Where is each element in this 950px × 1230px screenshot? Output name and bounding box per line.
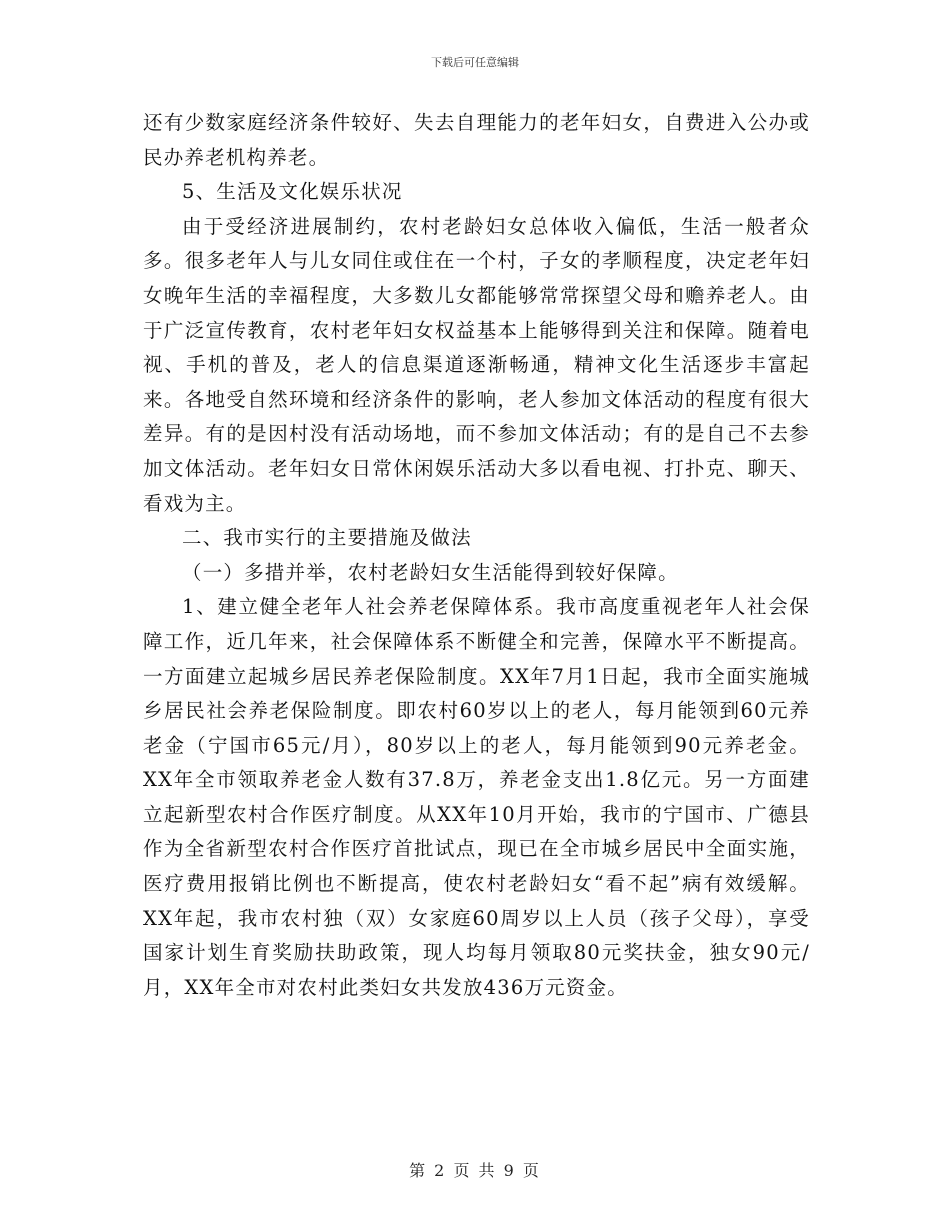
paragraph-living-culture: 由于受经济进展制约，农村老龄妇女总体收入偏低，生活一般者众多。很多老年人与儿女同住或住在一个村，子女的孝顺程度，决定老年妇女晚年生活的幸福程度，大多数儿女都能够常常探望父母和赡养老人。由于广泛宣传教育，农村老年妇女权益基本上能够得到关注和保障。随着电视、手机的普及，老人的信息渠道逐渐畅通，精神文化生活逐步丰富起来。各地受自然环境和经济条件的影响，老人参加文体活动的程度有很大差异。有的是因村没有活动场地，而不参加文体活动；有的是自己不去参加文体活动。老年妇女日常休闲娱乐活动大多以看电视、打扑克、聊天、看戏为主。 (143, 214, 810, 515)
paragraph-pension-system: 1、建立健全老年人社会养老保障体系。我市高度重视老年人社会保障工作，近几年来，社会保障体系不断健全和完善，保障水平不断提高。一方面建立起城乡居民养老保险制度。XX年7月1日起，我市全面实施城乡居民社会养老保险制度。即农村60岁以上的老人，每月能领到60元养老金（宁国市65元/月），80岁以上的老人，每月能领到90元养老金。XX年全市领取养老金人数有37.8万，养老金支出1.8亿元。另一方面建立起新型农村合作医疗制度。从XX年10月开始，我市的宁国市、广德县作为全省新型农村合作医疗首批试点，现已在全市城乡居民中全面实施，医疗费用报销比例也不断提高，使农村老龄妇女“看不起”病有效缓解。XX年起，我市农村独（双）女家庭60周岁以上人员（孩子父母），享受国家计划生育奖励扶助政策，现人均每月领取80元奖扶金，独女90元/月，XX年全市对农村此类妇女共发放436万元资金。 (143, 595, 810, 999)
page-header: 下载后可任意编辑 (431, 56, 519, 69)
section-heading-5: 5、生活及文化娱乐状况 (182, 180, 403, 204)
section-heading-measures: 二、我市实行的主要措施及做法 (182, 526, 472, 550)
page-number-footer: 第 2 页 共 9 页 (409, 1161, 541, 1180)
subsection-heading-1: （一）多措并举，农村老龄妇女生活能得到较好保障。 (182, 560, 679, 584)
document-body (143, 106, 810, 1005)
paragraph-1: 还有少数家庭经济条件较好、失去自理能力的老年妇女，自费进入公办或民办养老机构养老。 (143, 111, 810, 169)
